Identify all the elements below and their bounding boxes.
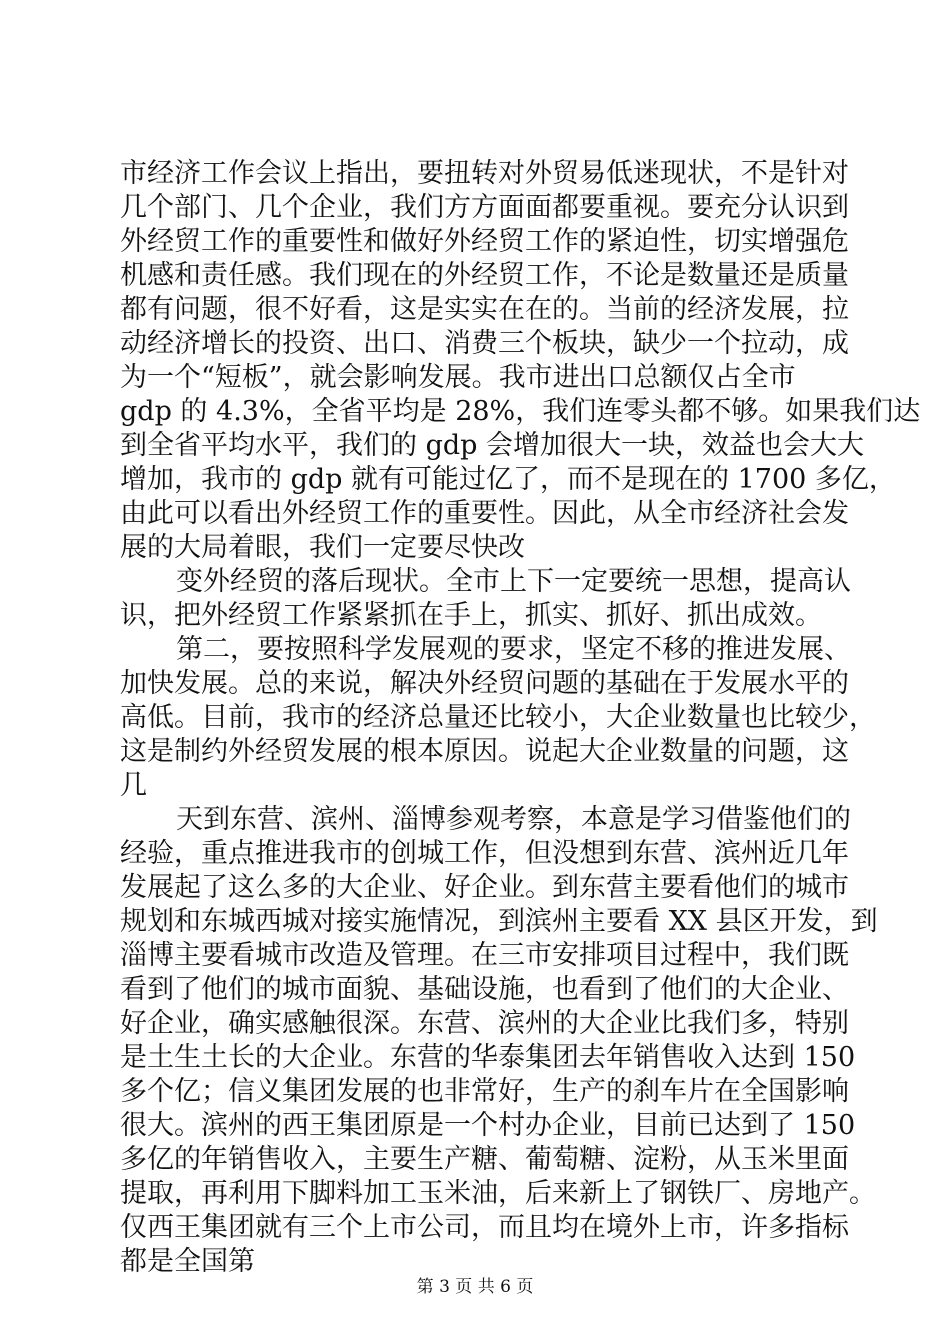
- text-line: 机感和责任感。我们现在的外经贸工作，不论是数量还是质量: [120, 260, 849, 291]
- text-line: 增加，我市的 gdp 就有可能过亿了，而不是现在的 1700 多亿，: [120, 464, 896, 495]
- text-line: 市经济工作会议上指出，要扭转对外贸易低迷现状，不是针对: [120, 158, 849, 189]
- text-line: 仅西王集团就有三个上市公司，而且均在境外上市，许多指标: [120, 1212, 849, 1243]
- text-line: 展的大局着眼，我们一定要尽快改: [120, 532, 525, 563]
- text-line: 动经济增长的投资、出口、消费三个板块，缺少一个拉动，成: [120, 328, 849, 359]
- text-line: 都有问题，很不好看，这是实实在在的。当前的经济发展，拉: [120, 294, 849, 325]
- body-text: [120, 157, 921, 1279]
- text-line: 多亿的年销售收入，主要生产糖、葡萄糖、淀粉，从玉米里面: [120, 1144, 849, 1175]
- text-line: 提取，再利用下脚料加工玉米油，后来新上了钢铁厂、房地产。: [120, 1178, 876, 1209]
- paragraph-start-line: 天到东营、滨州、淄博参观考察，本意是学习借鉴他们的: [176, 804, 851, 835]
- text-line: 外经贸工作的重要性和做好外经贸工作的紧迫性，切实增强危: [120, 226, 849, 257]
- text-line: 看到了他们的城市面貌、基础设施，也看到了他们的大企业、: [120, 974, 849, 1005]
- text-line: 几: [120, 770, 147, 801]
- text-line: 几个部门、几个企业，我们方方面面都要重视。要充分认识到: [120, 192, 849, 223]
- text-line: 为一个“短板”，就会影响发展。我市进出口总额仅占全市: [120, 362, 796, 393]
- text-line: 到全省平均水平，我们的 gdp 会增加很大一块，效益也会大大: [120, 430, 865, 461]
- text-line: 规划和东城西城对接实施情况，到滨州主要看 XX 县区开发，到: [120, 906, 878, 937]
- text-line: gdp 的 4.3%，全省平均是 28%，我们连零头都不够。如果我们达: [120, 396, 921, 427]
- text-line: 好企业，确实感触很深。东营、滨州的大企业比我们多，特别: [120, 1008, 849, 1039]
- text-line: 发展起了这么多的大企业、好企业。到东营主要看他们的城市: [120, 872, 849, 903]
- text-line: 高低。目前，我市的经济总量还比较小，大企业数量也比较少，: [120, 702, 876, 733]
- text-line: 都是全国第: [120, 1246, 255, 1277]
- paragraph-start-line: 第二，要按照科学发展观的要求，坚定不移的推进发展、: [176, 634, 851, 665]
- paragraph-start-line: 变外经贸的落后现状。全市上下一定要统一思想，提高认: [176, 566, 851, 597]
- text-line: 识，把外经贸工作紧紧抓在手上，抓实、抓好、抓出成效。: [120, 600, 822, 631]
- text-line: 是土生土长的大企业。东营的华泰集团去年销售收入达到 150: [120, 1042, 856, 1073]
- text-line: 很大。滨州的西王集团原是一个村办企业，目前已达到了 150: [120, 1110, 856, 1141]
- text-line: 这是制约外经贸发展的根本原因。说起大企业数量的问题，这: [120, 736, 849, 767]
- page-number-footer: 第 3 页 共 6 页: [416, 1277, 534, 1297]
- text-line: 由此可以看出外经贸工作的重要性。因此，从全市经济社会发: [120, 498, 849, 529]
- text-line: 加快发展。总的来说，解决外经贸问题的基础在于发展水平的: [120, 668, 849, 699]
- text-line: 经验，重点推进我市的创城工作，但没想到东营、滨州近几年: [120, 838, 849, 869]
- text-line: 多个亿；信义集团发展的也非常好，生产的刹车片在全国影响: [120, 1076, 849, 1107]
- text-line: 淄博主要看城市改造及管理。在三市安排项目过程中，我们既: [120, 940, 849, 971]
